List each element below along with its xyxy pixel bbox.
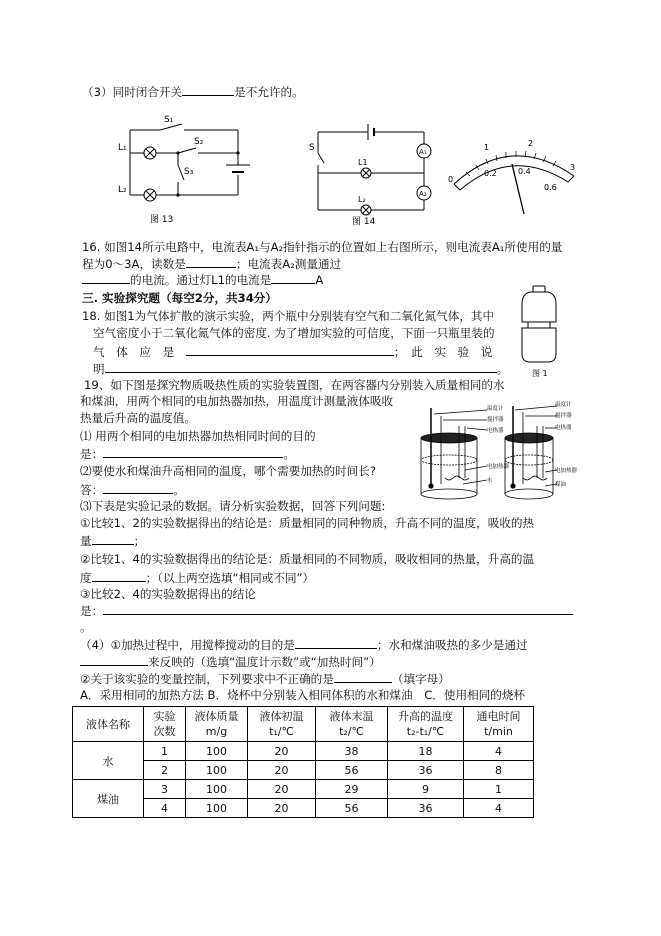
table-cell: 20 — [248, 780, 316, 799]
table-row — [73, 742, 534, 761]
q18-line4-prefix: 明 — [93, 362, 105, 376]
q19-c2-blank[interactable] — [92, 570, 146, 582]
q18-line2: 空气密度小于二氧化氮气体的密度. 为了增加实验的可信度，下面一只瓶里装的 — [93, 326, 495, 340]
meter-tick-0: 0 — [448, 175, 454, 184]
heating-apparatus-figure — [405, 398, 577, 504]
experiment-data-table — [72, 706, 534, 818]
table-cell: 38 — [316, 742, 388, 761]
q19-line1: 19、如下图是探究物质吸热性质的实验装置图，在两容器内分别装入质量相同的水 — [84, 378, 505, 392]
q19-reflect-blank[interactable] — [80, 654, 148, 666]
q19-c1b-suffix: ； — [133, 534, 146, 548]
table-cell: 1 — [144, 742, 186, 761]
header-trial-number: 实验 次数 — [144, 707, 186, 742]
q3-suffix: 是不允许的。 — [234, 85, 304, 99]
apparatus-right-heater: 电热器 — [555, 425, 572, 431]
q19-c2b-prefix: 度 — [80, 571, 92, 585]
apparatus-left-liquid: 水 — [487, 478, 493, 484]
q19-p4c-prefix: ②关于该实验的变量控制，下列要求中不正确的是 — [80, 672, 334, 686]
table-cell: 20 — [248, 742, 316, 761]
apparatus-left-heater2: 电加热器 — [487, 464, 510, 470]
q19-c3-blank[interactable] — [103, 603, 573, 615]
q16-reading-blank[interactable] — [186, 256, 236, 268]
q19-p4c — [80, 671, 450, 686]
q16-line3-end: A — [315, 273, 324, 287]
table-cell: 18 — [388, 742, 464, 761]
meter-tick-0-2: 0.2 — [484, 169, 497, 178]
apparatus-left-stirrer: 搅拌器 — [487, 417, 504, 423]
figure-1-bottles — [516, 284, 566, 380]
q18-conclusion-blank[interactable] — [105, 361, 497, 373]
q19-c1: ①比较1、2的实验数据得出的结论是：质量相同的同种物质，升高不同的温度，吸收的热 — [80, 516, 535, 530]
q19-p4b — [80, 654, 381, 669]
q19-line2: 和煤油，用两个相同的电加热器加热，用温度计测量液体吸收 — [80, 394, 394, 408]
table-cell: 20 — [248, 761, 316, 780]
fig13-s1-label: S₁ — [164, 115, 174, 125]
apparatus-right-liquid: 煤油 — [555, 482, 567, 488]
q19-p4c-suffix: （填字母） — [391, 672, 450, 686]
header-mass: 液体质量 m/g — [186, 707, 248, 742]
header-temp-rise: 升高的温度 t₂-t₁/℃ — [388, 707, 464, 742]
table-cell: 100 — [186, 742, 248, 761]
table-cell: 100 — [186, 780, 248, 799]
figure-14-circuit — [310, 118, 440, 226]
q19-p4b-suffix: 来反映的（选填“温度计示数”或“加热时间”） — [148, 655, 381, 669]
section-3-heading: 三. 实验探究题（每空2分，共34分） — [82, 291, 277, 305]
table-cell: 36 — [388, 799, 464, 818]
meter-tick-0-6: 0.6 — [544, 183, 557, 192]
table-row — [73, 780, 534, 799]
meter-tick-2: 2 — [528, 139, 534, 148]
table-cell: 100 — [186, 799, 248, 818]
q19-purpose-blank[interactable] — [103, 446, 283, 458]
q16-line2-prefix: 程为0～3A，读数是 — [82, 257, 186, 271]
table-cell: 4 — [464, 799, 534, 818]
table-cell: 3 — [144, 780, 186, 799]
q19-c1-blank[interactable] — [92, 533, 134, 545]
q19-c1b-prefix: 量 — [80, 534, 92, 548]
q19-p4-prefix: （4）①加热过程中，用搅棒搅动的目的是 — [80, 638, 295, 652]
q16-line2-suffix: ；电流表A₂测量通过 — [235, 257, 342, 271]
q19-p1: ⑴ 用两个相同的电加热器加热相同时间的目的 — [80, 429, 316, 443]
q19-c2b-suffix: ；（以上两空选填“相同或不同”） — [145, 571, 315, 585]
q16-line2 — [82, 256, 341, 271]
q19-c1b — [80, 533, 145, 548]
q19-longer-blank[interactable] — [103, 482, 173, 494]
table-cell: 4 — [144, 799, 186, 818]
table-cell: 56 — [316, 761, 388, 780]
q19-c3b — [80, 603, 573, 618]
q18-gas-blank[interactable] — [186, 344, 394, 356]
q18-line3 — [93, 344, 492, 359]
q19-p2b-suffix: 。 — [173, 483, 185, 497]
meter-tick-0-4: 0.4 — [518, 167, 531, 176]
fig14-l2-label: L₂ — [358, 195, 366, 204]
meter-tick-1: 1 — [484, 143, 490, 152]
table-cell: 36 — [388, 761, 464, 780]
table-cell: 100 — [186, 761, 248, 780]
fig14-a2-label: A₂ — [419, 190, 427, 198]
q18-line1: 18. 如图1为气体扩散的演示实验，两个瓶中分别装有空气和二氧化氮气体，其中 — [82, 309, 495, 323]
q19-p2b-prefix: 答： — [80, 483, 104, 497]
q19-p3: ⑶下表是实验记录的数据。请分析实验数据，回答下列问题: — [80, 499, 386, 513]
q19-p1b-prefix: 是： — [80, 447, 104, 461]
apparatus-right-stirrer: 搅拌器 — [555, 413, 572, 419]
q18-line4-suffix: 。 — [496, 362, 509, 376]
q18-line4 — [93, 361, 508, 376]
group-name-kerosene: 煤油 — [73, 780, 144, 818]
q16-current-blank[interactable] — [271, 272, 315, 284]
apparatus-left-heater: 电热器 — [487, 428, 504, 434]
table-cell: 29 — [316, 780, 388, 799]
figure-13-circuit — [118, 110, 258, 230]
header-heating-time: 通电时间 t/min — [464, 707, 534, 742]
ammeter-dial — [446, 132, 586, 222]
q16-line1: 16. 如图14所示电路中，电流表A₁与A₂指针指示的位置如上右图所示，则电流表A₁所使用的量 — [82, 240, 563, 254]
q3-prefix: （3）同时闭合开关 — [82, 85, 183, 99]
table-cell: 20 — [248, 799, 316, 818]
table-cell: 4 — [464, 742, 534, 761]
meter-tick-3: 3 — [570, 163, 576, 172]
q3-blank[interactable] — [182, 84, 234, 96]
q19-c3c: 。 — [80, 620, 92, 634]
fig13-caption: 图 13 — [150, 215, 174, 225]
q19-c3b-prefix: 是： — [80, 604, 104, 618]
fig13-s2-label: S₂ — [194, 137, 204, 147]
table-cell: 8 — [464, 761, 534, 780]
q19-p2b — [80, 482, 185, 497]
table-header-row — [73, 707, 534, 742]
fig13-s3-label: S₃ — [184, 167, 194, 177]
q19-options: A．采用相同的加热方法 B．烧杯中分别装入相同体积的水和煤油 C．使用相同的烧杯 — [80, 688, 526, 702]
q18-line3-suffix: ； 此 实 验 说 — [393, 345, 493, 359]
group-name-water: 水 — [73, 742, 144, 780]
fig14-a1-label: A₁ — [419, 148, 427, 156]
header-final-temp: 液体末温 t₂/℃ — [316, 707, 388, 742]
q19-p1b-suffix: 。 — [283, 447, 295, 461]
q19-stir-blank[interactable] — [295, 637, 377, 649]
q16-measured-blank[interactable] — [82, 272, 130, 284]
q19-p4-suffix: ；水和煤油吸热的多少是通过 — [376, 638, 528, 652]
q19-incorrect-blank[interactable] — [334, 671, 392, 683]
q18-line3-prefix: 气 体 应 是 — [93, 345, 175, 359]
fig14-caption: 图 14 — [352, 217, 376, 227]
q19-c3: ③比较2、4的实验数据得出的结论 — [80, 587, 256, 601]
q3-line — [82, 84, 304, 99]
q19-p4 — [80, 637, 528, 652]
fig13-l2-label: L₂ — [118, 185, 127, 195]
figure-1-caption: 图 1 — [532, 369, 548, 378]
apparatus-right-heater2: 电加热器 — [555, 468, 578, 474]
q19-c2b — [80, 570, 314, 585]
fig14-s-label: S — [309, 143, 315, 153]
q19-c2: ②比较1、4的实验数据得出的结论是：质量相同的不同物质，吸收相同的热量，升高的温 — [80, 552, 535, 566]
q16-line3 — [82, 272, 323, 287]
q19-line3: 热量后升高的温度值。 — [80, 411, 196, 425]
fig14-l1-label: L1 — [358, 158, 368, 167]
table-cell: 2 — [144, 761, 186, 780]
q19-p1b — [80, 446, 295, 461]
header-initial-temp: 液体初温 t₁/℃ — [248, 707, 316, 742]
apparatus-left-thermometer: 温度计 — [487, 406, 504, 412]
table-cell: 56 — [316, 799, 388, 818]
q16-line3-suffix: 的电流。通过灯L1的电流是 — [130, 273, 272, 287]
q19-p2: ⑵要使水和煤油升高相同的温度，哪个需要加热的时间长? — [80, 464, 376, 478]
table-cell: 1 — [464, 780, 534, 799]
fig13-l1-label: L₁ — [118, 143, 127, 153]
table-cell: 9 — [388, 780, 464, 799]
apparatus-right-thermometer: 温度计 — [555, 402, 572, 408]
header-liquid-name: 液体名称 — [73, 707, 144, 742]
